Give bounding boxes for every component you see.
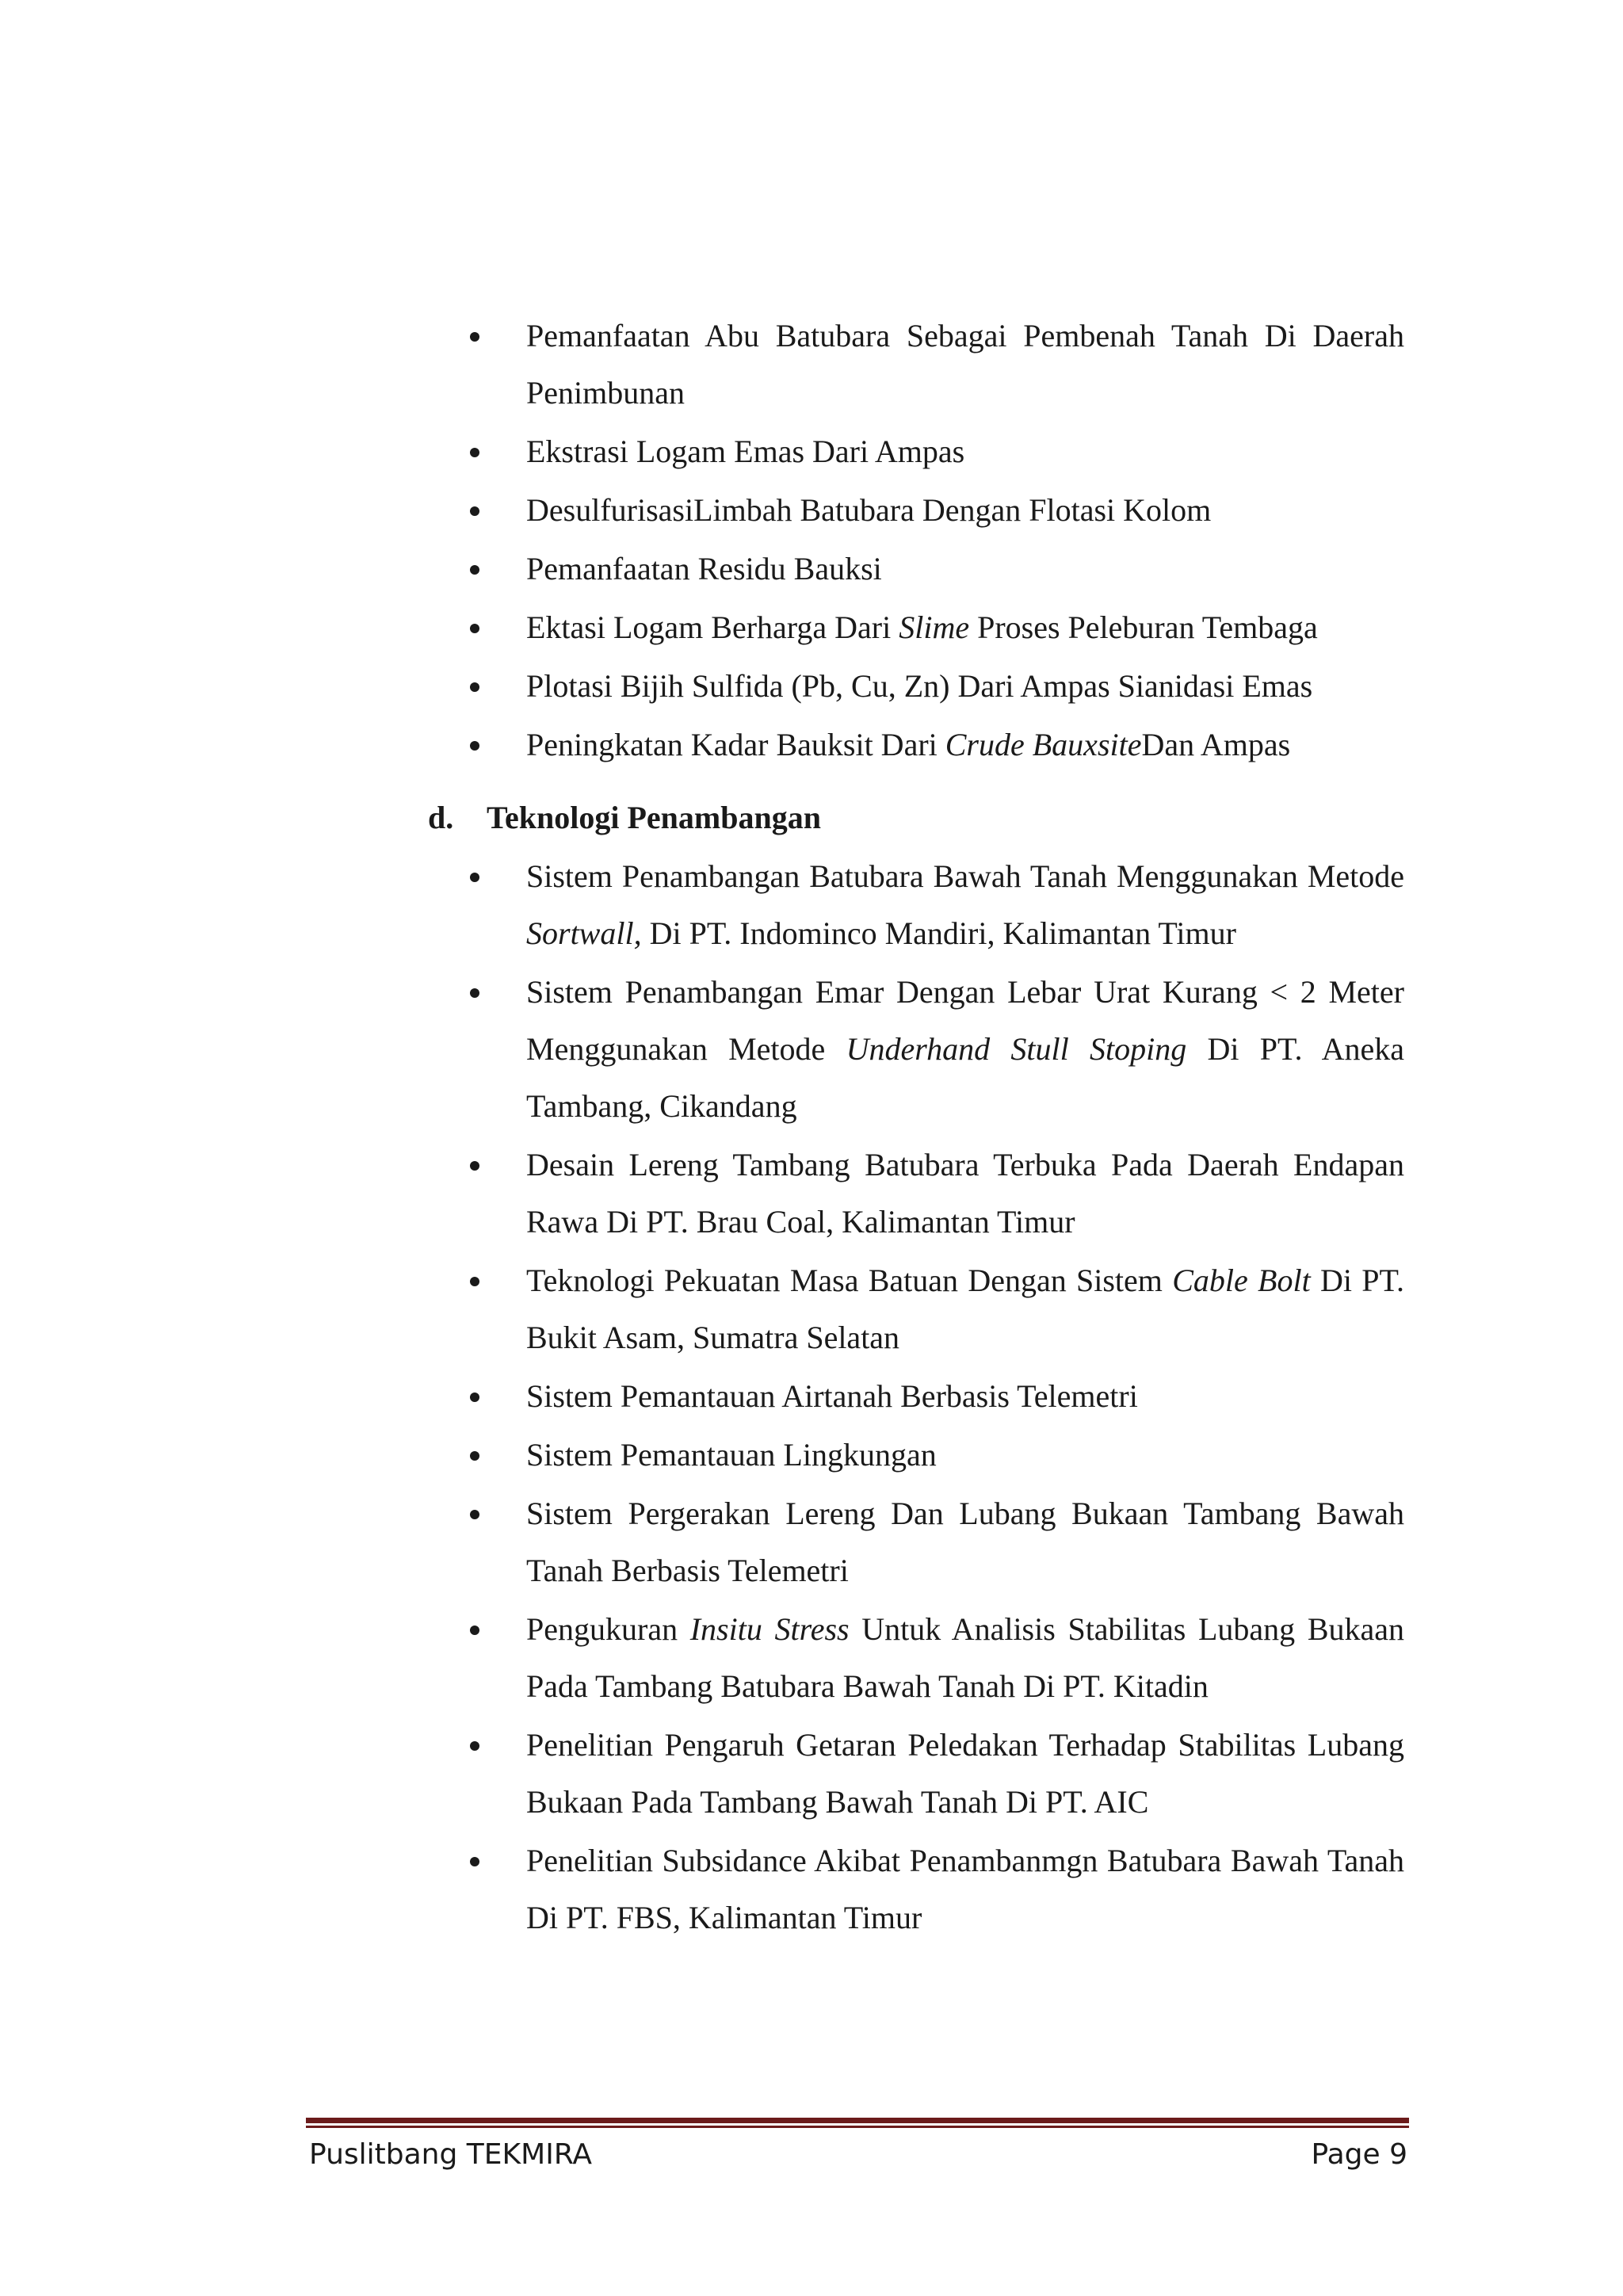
list-item-text: Ekstrasi Logam Emas Dari Ampas bbox=[526, 434, 965, 469]
bullet-icon bbox=[470, 565, 479, 575]
bullet-icon bbox=[470, 873, 479, 882]
footer-page-number: Page 9 bbox=[1311, 2138, 1407, 2171]
bullet-icon bbox=[470, 1510, 479, 1519]
section-heading-d bbox=[428, 789, 1404, 846]
list-item-text: DesulfurisasiLimbah Batubara Dengan Flotasi Kolom bbox=[526, 492, 1212, 528]
list-item bbox=[526, 964, 1404, 1135]
bullet-icon bbox=[470, 682, 479, 692]
list-item-text: Pemanfaatan Abu Batubara Sebagai Pembenah Tanah Di Daerah Penimbunan bbox=[526, 318, 1404, 411]
list-item-text: Peningkatan Kadar Bauksit Dari bbox=[526, 727, 945, 762]
footer-rule bbox=[306, 2118, 1409, 2128]
section-letter: d. bbox=[428, 800, 454, 835]
list-item bbox=[526, 848, 1404, 962]
list-item-italic-text: Crude Bauxsite bbox=[945, 727, 1142, 762]
bullet-icon bbox=[470, 1161, 479, 1171]
list-item bbox=[526, 1717, 1404, 1831]
list-item bbox=[526, 1368, 1404, 1425]
list-item-text: Desain Lereng Tambang Batubara Terbuka Pada Daerah Endapan Rawa Di PT. Brau Coal, Kalimantan Timur bbox=[526, 1147, 1404, 1240]
list-item bbox=[526, 308, 1404, 422]
list-item-text: Sistem Pemantauan Airtanah Berbasis Telemetri bbox=[526, 1378, 1138, 1414]
list-item bbox=[526, 716, 1404, 774]
list-item bbox=[526, 1252, 1404, 1366]
list-item-italic-text: Slime bbox=[899, 609, 970, 645]
bullet-icon bbox=[470, 741, 479, 751]
bullet-icon bbox=[470, 1451, 479, 1461]
bullet-icon bbox=[470, 988, 479, 998]
footer-organization: Puslitbang TEKMIRA bbox=[309, 2138, 592, 2171]
list-item bbox=[526, 1832, 1404, 1946]
list-item-text: Plotasi Bijih Sulfida (Pb, Cu, Zn) Dari Ampas Sianidasi Emas bbox=[526, 668, 1313, 704]
footer-rule-thick bbox=[306, 2118, 1409, 2123]
list-item-italic-text: Cable Bolt bbox=[1172, 1263, 1311, 1298]
list-item-text: Ektasi Logam Berharga Dari bbox=[526, 609, 899, 645]
list-item bbox=[526, 1137, 1404, 1251]
list-item-text: Sistem Penambangan Batubara Bawah Tanah Menggunakan Metode bbox=[526, 858, 1404, 894]
footer-rule-thin bbox=[306, 2126, 1409, 2128]
bullet-icon bbox=[470, 624, 479, 633]
bullet-icon bbox=[470, 1741, 479, 1751]
list-item bbox=[526, 599, 1404, 656]
section-title: Teknologi Penambangan bbox=[487, 800, 821, 835]
list-item-text: Sistem Pemantauan Lingkungan bbox=[526, 1437, 937, 1473]
list-item-text: Proses Peleburan Tembaga bbox=[969, 609, 1318, 645]
list-item bbox=[526, 658, 1404, 715]
list-item-text: Pemanfaatan Residu Bauksi bbox=[526, 551, 882, 586]
bullet-icon bbox=[470, 506, 479, 516]
page-footer bbox=[309, 2135, 1407, 2175]
research-list-top bbox=[428, 308, 1404, 774]
list-item-italic-text: Insitu Stress bbox=[689, 1611, 850, 1647]
bullet-icon bbox=[470, 1857, 479, 1866]
list-item-italic-text: Underhand Stull Stoping bbox=[846, 1031, 1187, 1067]
list-item-text: Penelitian Subsidance Akibat Penambanmgn Batubara Bawah Tanah Di PT. FBS, Kalimantan Timur bbox=[526, 1843, 1404, 1935]
list-item bbox=[526, 1601, 1404, 1715]
list-item-text: Penelitian Pengaruh Getaran Peledakan Terhadap Stabilitas Lubang Bukaan Pada Tambang Bawah Tanah Di PT. AIC bbox=[526, 1727, 1404, 1820]
research-list-mining-technology bbox=[428, 848, 1404, 1946]
list-item-text: Untuk Analisis Stabilitas Lubang Bukaan Pada Tambang Batubara Bawah Tanah Di PT. Kitadin bbox=[526, 1611, 1405, 1704]
list-item bbox=[526, 541, 1404, 598]
list-item-text: Sistem Pergerakan Lereng Dan Lubang Bukaan Tambang Bawah Tanah Berbasis Telemetri bbox=[526, 1496, 1404, 1588]
bullet-icon bbox=[470, 1392, 479, 1402]
list-item-text: Di PT. Aneka Tambang, Cikandang bbox=[526, 1031, 1404, 1124]
list-item bbox=[526, 1485, 1404, 1599]
bullet-icon bbox=[470, 332, 479, 342]
list-item-text: Sistem Penambangan Emar Dengan Lebar Urat Kurang < 2 Meter Menggunakan Metode bbox=[526, 974, 1404, 1067]
list-item-italic-text: Sortwall, bbox=[526, 915, 642, 951]
list-item-text: Pengukuran bbox=[526, 1611, 690, 1647]
list-item-text: Teknologi Pekuatan Masa Batuan Dengan Sistem bbox=[526, 1263, 1173, 1298]
list-item bbox=[526, 423, 1404, 480]
bullet-icon bbox=[470, 1277, 479, 1286]
list-item-text: Di PT. Bukit Asam, Sumatra Selatan bbox=[526, 1263, 1404, 1355]
list-item-text: Di PT. Indominco Mandiri, Kalimantan Timur bbox=[641, 915, 1236, 951]
list-item-text: Dan Ampas bbox=[1141, 727, 1291, 762]
bullet-icon bbox=[470, 1626, 479, 1635]
page-content bbox=[428, 308, 1404, 1948]
list-item bbox=[526, 1427, 1404, 1484]
list-item bbox=[526, 482, 1404, 539]
bullet-icon bbox=[470, 448, 479, 457]
